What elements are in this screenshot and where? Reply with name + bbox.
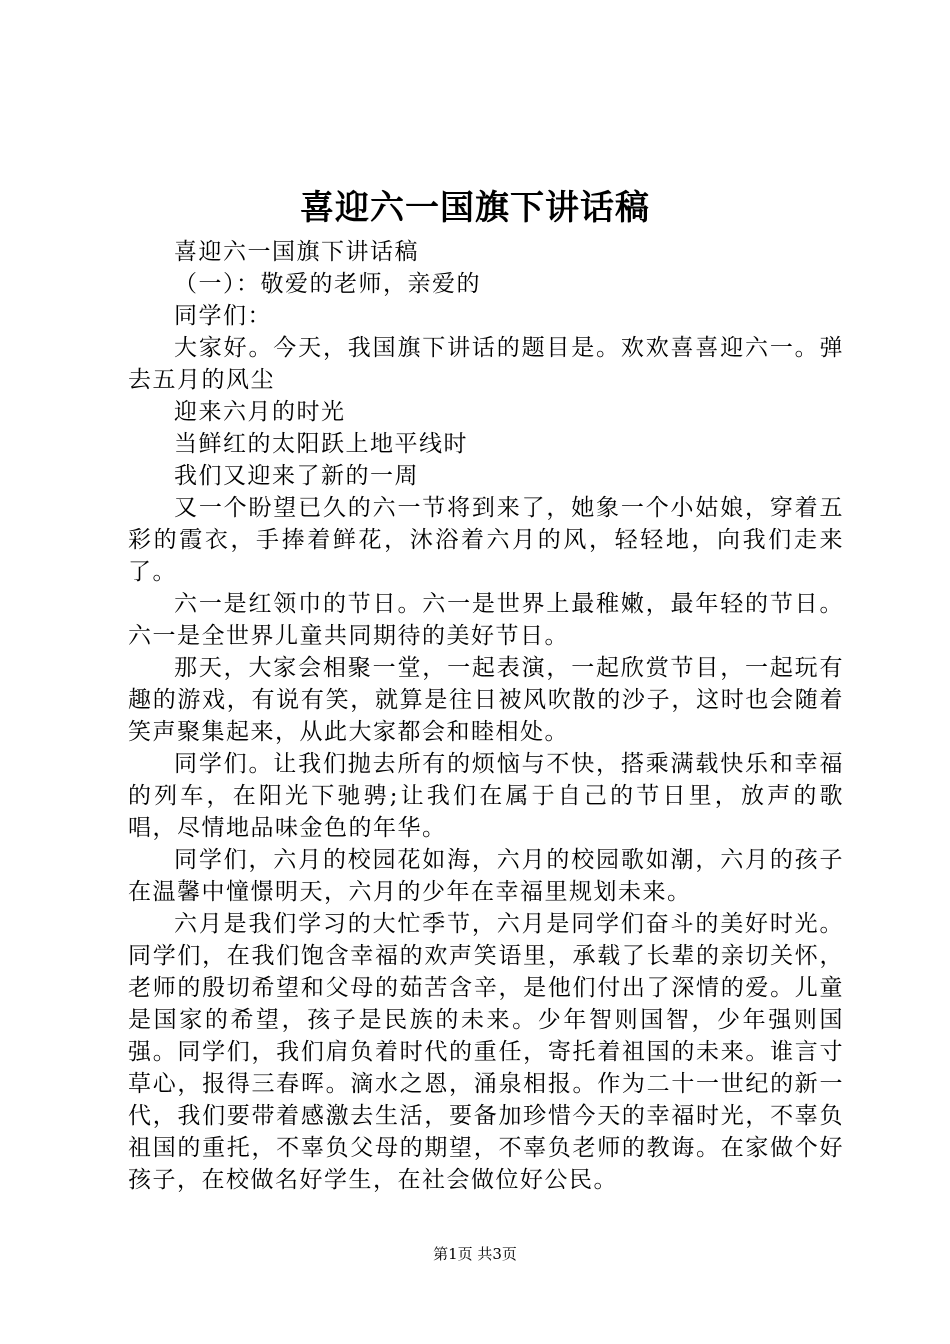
paragraph: 同学们。让我们抛去所有的烦恼与不快，搭乘满载快乐和幸福的列车，在阳光下驰骋;让我们在属于自己的节日里，放声的歌唱，尽情地品味金色的年华。 <box>128 751 844 841</box>
paragraph: 迎来六月的时光 <box>174 399 346 425</box>
paragraph: 我们又迎来了新的一周 <box>174 463 419 489</box>
document-title: 喜迎六一国旗下讲话稿 <box>300 188 650 228</box>
paragraph: 同学们： <box>174 303 272 329</box>
paragraph: 当鲜红的太阳跃上地平线时 <box>174 431 468 457</box>
paragraph: 那天，大家会相聚一堂，一起表演，一起欣赏节目，一起玩有趣的游戏，有说有笑，就算是往日被风吹散的沙子，这时也会随着笑声聚集起来，从此大家都会和睦相处。 <box>128 655 844 745</box>
page-footer: 第1页 共3页 <box>433 1245 517 1263</box>
paragraph: 六月是我们学习的大忙季节，六月是同学们奋斗的美好时光。同学们，在我们饱含幸福的欢声笑语里，承载了长辈的亲切关怀，老师的殷切希望和父母的茹苦含辛，是他们付出了深情的爱。儿童是国家的希望，孩子是民族的未来。少年智则国智，少年强则国强。同学们，我们肩负着时代的重任，寄托着祖国的未来。谁言寸草心，报得三春晖。滴水之恩，涌泉相报。作为二十一世纪的新一代，我们要带着感激去生活，要备加珍惜今天的幸福时光，不辜负祖国的重托，不辜负父母的期望，不辜负老师的教诲。在家做个好孩子，在校做名好学生，在社会做位好公民。 <box>128 911 844 1193</box>
paragraph: 六一是红领巾的节日。六一是世界上最稚嫩，最年轻的节日。六一是全世界儿童共同期待的美好节日。 <box>128 591 844 649</box>
paragraph: （一）：敬爱的老师，亲爱的 <box>174 271 481 297</box>
paragraph: 大家好。今天，我国旗下讲话的题目是。欢欢喜喜迎六一。弹去五月的风尘 <box>128 335 844 393</box>
paragraph: 喜迎六一国旗下讲话稿 <box>174 239 419 265</box>
paragraph: 同学们，六月的校园花如海，六月的校园歌如潮，六月的孩子在温馨中憧憬明天，六月的少年在幸福里规划未来。 <box>128 847 844 905</box>
paragraph: 又一个盼望已久的六一节将到来了，她象一个小姑娘，穿着五彩的霞衣，手捧着鲜花，沐浴着六月的风，轻轻地，向我们走来了。 <box>128 495 844 585</box>
document-body <box>128 236 844 1196</box>
